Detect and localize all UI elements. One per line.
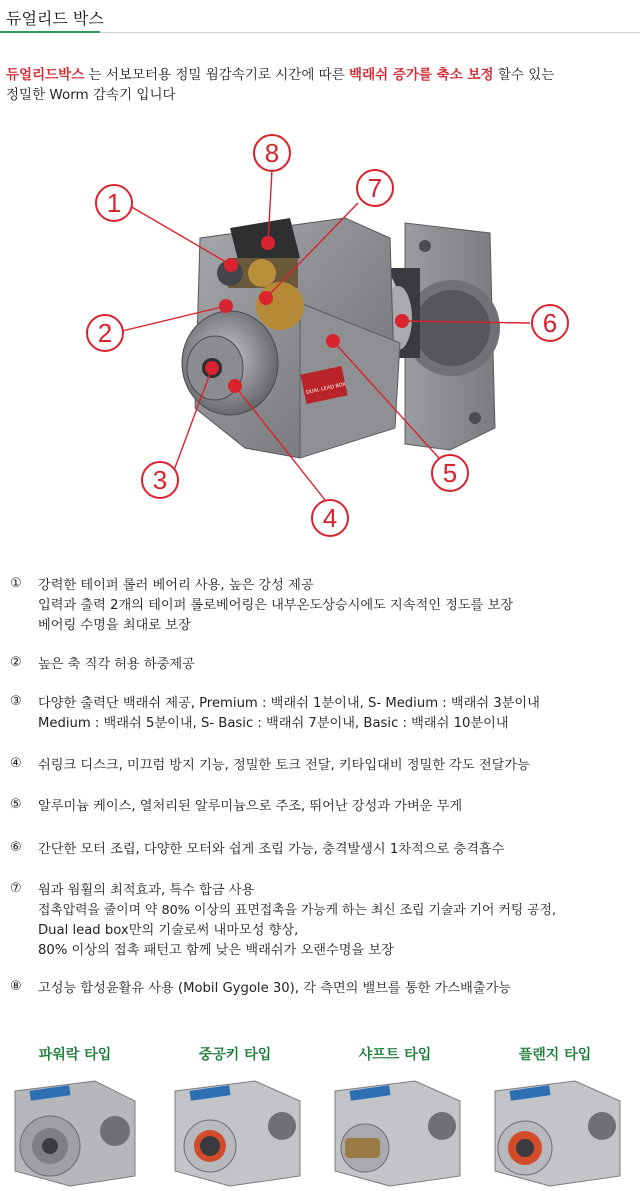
type-label: 플랜지 타입 <box>518 1047 592 1063</box>
intro-text-1: 는 서보모터용 정밀 웜감속기로 시간에 따른 <box>84 67 350 83</box>
title-accent-underline <box>0 31 100 33</box>
intro-brand: 듀얼리드박스 <box>6 67 85 83</box>
feature-number: ⑦ <box>10 881 22 896</box>
feature-number: ⑥ <box>10 840 22 855</box>
feature-line: 높은 축 직각 허용 하중제공 <box>38 657 195 672</box>
page-title: 듀얼리드 박스 <box>6 9 104 28</box>
feature-number: ④ <box>10 756 22 771</box>
svg-text:6: 6 <box>542 308 558 338</box>
callout-8 <box>254 135 290 171</box>
powerlock-gearbox-image <box>0 1066 150 1191</box>
nameplate-text: DUAL LEAD BOX <box>305 381 347 396</box>
type-label: 샤프트 타입 <box>358 1047 432 1063</box>
type-label: 파워락 타입 <box>38 1047 112 1063</box>
svg-text:7: 7 <box>367 173 383 203</box>
feature-line: 베어링 수명을 최대로 보장 <box>38 618 191 633</box>
type-shaft <box>320 1040 470 1191</box>
feature-line: 웜과 웜휠의 최적효과, 특수 합금 사용 <box>38 883 255 898</box>
feature-line: 접촉압력을 줄이며 약 80% 이상의 표면접촉을 가능케 하는 최신 조립 기술과 기어 커팅 공정, <box>38 903 557 918</box>
shaft-gearbox-image <box>320 1066 470 1191</box>
callout-4 <box>312 500 348 536</box>
feature-line: 쉬링크 디스크, 미끄럼 방지 기능, 정밀한 토크 전달, 키타입대비 정밀한 각도 전달가능 <box>38 758 530 773</box>
intro-highlight: 백래쉬 증가를 축소 보정 <box>349 67 494 83</box>
feature-line: Medium : 백래쉬 5분이내, S- Basic : 백래쉬 7분이내, Basic : 백래쉬 10분이내 <box>38 716 509 731</box>
feature-line: 80% 이상의 접촉 패턴고 함께 낮은 백래쉬가 오랜수명을 보장 <box>38 943 394 958</box>
output-shrink-disk <box>182 311 278 415</box>
svg-text:1: 1 <box>106 188 122 218</box>
feature-number: ② <box>10 655 22 670</box>
svg-text:8: 8 <box>264 138 280 168</box>
type-hollow-key <box>160 1040 310 1191</box>
feature-line: 입력과 출력 2개의 테이퍼 롤로베어링은 내부온도상승시에도 지속적인 정도를 보장 <box>38 598 514 613</box>
intro-paragraph <box>6 65 636 105</box>
callout-2 <box>87 315 123 351</box>
feature-line: 간단한 모터 조립, 다양한 모터와 쉽게 조립 가능, 충격발생시 1차적으로 충격흡수 <box>38 842 505 857</box>
feature-line: 알루미늄 케이스, 열처리된 알루미늄으로 주조, 뛰어난 강성과 가벼운 무게 <box>38 799 463 814</box>
product-types <box>0 1040 640 1191</box>
feature-line: 강력한 테이퍼 롤러 베어리 사용, 높은 강성 제공 <box>38 578 314 593</box>
feature-number: ③ <box>10 694 22 709</box>
svg-text:2: 2 <box>97 318 113 348</box>
intro-text-2: 할수 있는 <box>493 67 555 83</box>
feature-number: ⑤ <box>10 797 22 812</box>
callout-7 <box>357 170 393 206</box>
gearbox-cutaway-diagram <box>0 128 640 548</box>
feature-number: ⑧ <box>10 979 22 994</box>
callout-3 <box>142 462 178 498</box>
feature-line: 다양한 출력단 백래쉬 제공, Premium : 백래쉬 1분이내, S- Medium : 백래쉬 3분이내 <box>38 696 540 711</box>
title-bar <box>0 0 640 34</box>
type-powerlock <box>0 1040 150 1191</box>
callout-5 <box>432 455 468 491</box>
type-flange <box>480 1040 630 1191</box>
type-label: 중공키 타입 <box>198 1047 272 1063</box>
feature-line: Dual lead box만의 기술로써 내마모성 향상, <box>38 923 299 938</box>
flange-gearbox-image <box>480 1066 630 1191</box>
intro-line-2: 정밀한 Worm 감속기 입니다 <box>6 87 176 103</box>
hollow-key-gearbox-image <box>160 1066 310 1191</box>
svg-text:5: 5 <box>442 458 458 488</box>
feature-number: ① <box>10 576 22 591</box>
svg-text:3: 3 <box>152 465 168 495</box>
callout-6 <box>532 305 568 341</box>
title-divider <box>100 32 640 33</box>
callout-1 <box>96 185 132 221</box>
feature-line: 고성능 합성윤활유 사용 (Mobil Gygole 30), 각 측면의 밸브를 통한 가스배출가능 <box>38 981 512 996</box>
svg-text:4: 4 <box>322 503 338 533</box>
